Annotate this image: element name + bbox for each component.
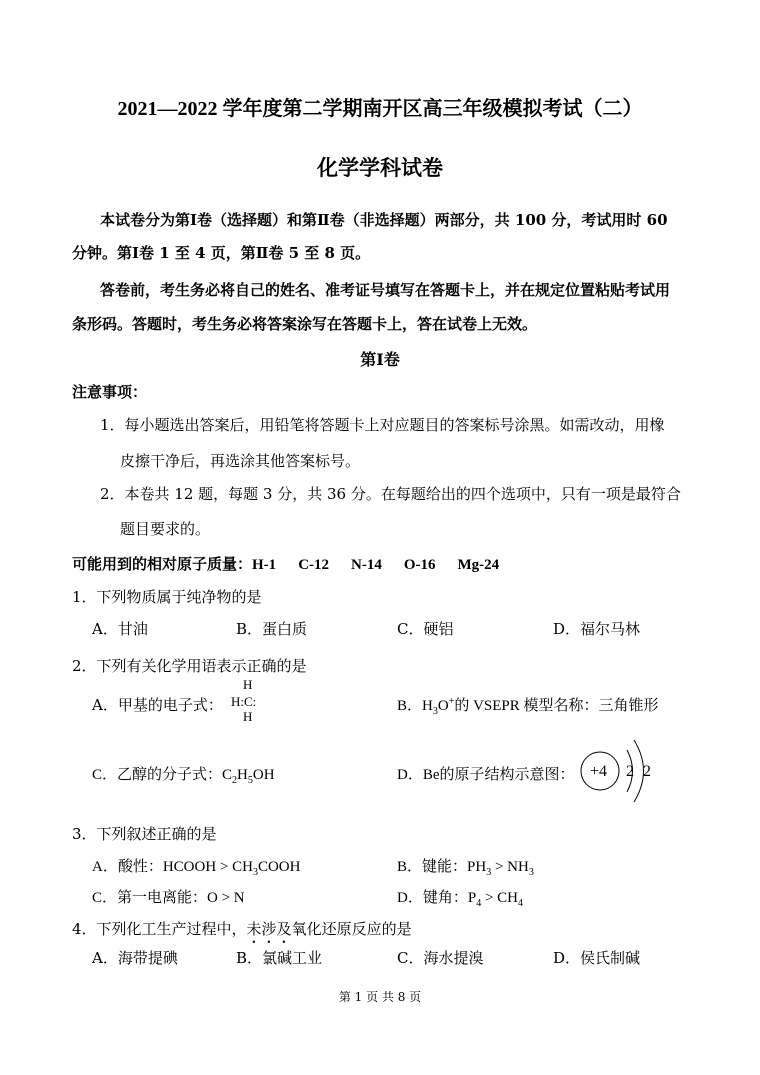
notes-heading: 注意事项：	[72, 383, 148, 401]
atomic-mass-line	[72, 553, 521, 574]
atomic-mass-o: O-16	[403, 557, 436, 573]
intro-line-1: 本试卷分为第Ⅰ卷（选择题）和第Ⅱ卷（非选择题）两部分，共 100 分，考试用时 60	[100, 211, 668, 229]
q3-d-mid: > CH	[481, 890, 518, 906]
intro-line-2: 分钟。第Ⅰ卷 1 至 4 页，第Ⅱ卷 5 至 8 页。	[72, 244, 371, 262]
q4-option-d: D．侯氏制碱	[553, 949, 641, 967]
exam-title: 2021—2022 学年度第二学期南开区高三年级模拟考试（二）	[117, 98, 643, 120]
q2-option-a: A．甲基的电子式：	[92, 696, 223, 714]
q2-c-suffix: OH	[252, 767, 275, 783]
q4-option-a: A．海带提碘	[92, 949, 178, 967]
q2-c-prefix: C．乙醇的分子式：C	[92, 767, 233, 783]
q2-b-sup: +	[448, 696, 455, 707]
atomic-mass-mg: Mg-24	[457, 557, 500, 573]
q1-stem: 1．下列物质属于纯净物的是	[72, 588, 262, 606]
q1-option-a: A．甘油	[92, 620, 148, 638]
section-title: 第Ⅰ卷	[360, 350, 400, 369]
q3-option-a	[92, 855, 300, 878]
atomic-mass-h: H-1	[252, 557, 277, 573]
q3-b-mid: > NH	[491, 859, 529, 875]
q2-b-suffix: 的 VSEPR 模型名称：三角锥形	[454, 698, 659, 714]
q4-stem-suffix: 氧化还原反应的是	[291, 920, 412, 938]
note-1-line-2: 皮擦干净后，再选涂其他答案标号。	[120, 452, 361, 470]
q2-c-sub2: 5	[247, 775, 253, 786]
note-1-line-1: 1．每小题选出答案后，用铅笔将答题卡上对应题目的答案标号涂黑。如需改动，用橡	[100, 416, 665, 434]
note-2-line-1: 2．本卷共 12 题，每题 3 分，共 36 分。在每题给出的四个选项中，只有一项是最符合	[100, 485, 681, 503]
q3-option-b	[397, 855, 534, 878]
be-shell-2: 2	[643, 763, 651, 780]
q1-option-c: C．硬铝	[397, 620, 454, 638]
be-nucleus-charge: +4	[590, 763, 608, 780]
q2-c-h: H	[237, 767, 248, 783]
q4-option-b: B．氯碱工业	[236, 949, 323, 967]
be-shell-1: 2	[626, 763, 634, 780]
q1-option-d: D．福尔马林	[553, 620, 641, 638]
q3-d-sub2: 4	[517, 898, 523, 909]
q3-b-sub1: 3	[486, 867, 492, 878]
atomic-mass-label: 可能用到的相对原子质量：	[72, 555, 253, 573]
intro-line-3: 答卷前，考生务必将自己的姓名、准考证号填写在答题卡上，并在规定位置粘贴考试用	[100, 281, 671, 299]
q4-option-c: C．海水提溴	[397, 949, 484, 967]
note-2-line-2: 题目要求的。	[120, 520, 211, 538]
q3-d-prefix: D．键角：P	[397, 890, 477, 906]
methyl-h-bottom: H	[243, 709, 253, 724]
q2-b-sub: 3	[432, 706, 438, 717]
q3-d-sub1: 4	[476, 898, 482, 909]
q4-stem-prefix: 4．下列化工生产过程中，	[72, 920, 247, 938]
q4-stem	[72, 918, 412, 947]
q2-option-b	[397, 694, 659, 717]
methyl-h-c: H:C:	[231, 694, 257, 709]
q1-option-b: B．蛋白质	[236, 620, 308, 638]
q3-b-sub2: 3	[528, 867, 534, 878]
q3-a-suffix: COOH	[257, 859, 301, 875]
intro-line-4: 条形码。答题时，考生务必将答案涂写在答题卡上，答在试卷上无效。	[72, 315, 538, 333]
page-footer: 第 1 页 共 8 页	[338, 990, 422, 1004]
q2-b-prefix: B．H	[397, 698, 433, 714]
q2-option-d: D．Be的原子结构示意图：	[397, 767, 575, 783]
q2-option-c	[92, 763, 275, 786]
q3-option-c: C．第一电离能：O > N	[92, 890, 245, 906]
q2-stem: 2．下列有关化学用语表示正确的是	[72, 657, 307, 675]
q3-b-prefix: B．键能：PH	[397, 859, 487, 875]
q3-a-prefix: A．酸性：HCOOH > CH	[92, 859, 253, 875]
atomic-mass-n: N-14	[351, 557, 382, 573]
q3-a-sub: 3	[252, 867, 258, 878]
q2-b-o: O	[437, 698, 449, 714]
q4-stem-emphasis: 未涉及	[246, 920, 292, 938]
exam-subtitle: 化学学科试卷	[317, 155, 443, 180]
q3-stem: 3．下列叙述正确的是	[72, 825, 217, 843]
q2-c-sub1: 2	[232, 775, 238, 786]
methyl-h-top: H	[243, 677, 253, 692]
q3-option-d	[397, 886, 523, 909]
atomic-mass-c: C-12	[298, 557, 330, 573]
